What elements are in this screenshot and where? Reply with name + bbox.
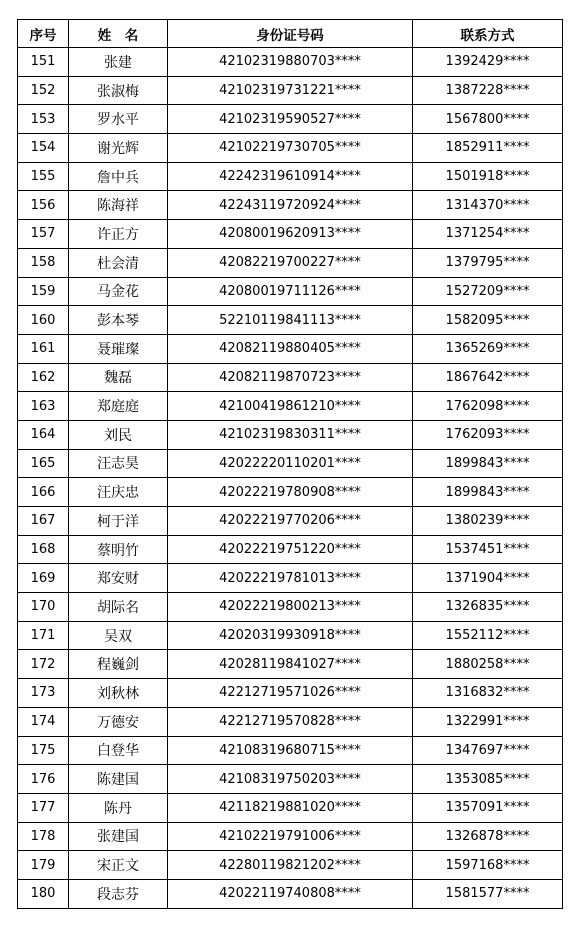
cell-index: 174: [18, 707, 69, 736]
table-row: [18, 162, 563, 191]
cell-index: 159: [18, 277, 69, 306]
table-row: [18, 593, 563, 622]
cell-id-number: 42102319731221****: [168, 76, 413, 105]
cell-contact: 1552112****: [413, 621, 563, 650]
cell-id-number: 52210119841113****: [168, 306, 413, 335]
cell-id-number: 42243119720924****: [168, 191, 413, 220]
cell-name: 魏磊: [69, 363, 168, 392]
cell-id-number: 42022219751220****: [168, 535, 413, 564]
cell-contact: 1326878****: [413, 822, 563, 851]
cell-index: 161: [18, 334, 69, 363]
cell-id-number: 42022219770206****: [168, 507, 413, 536]
cell-contact: 1380239****: [413, 507, 563, 536]
table-row: [18, 535, 563, 564]
cell-name: 郑安财: [69, 564, 168, 593]
cell-contact: 1762098****: [413, 392, 563, 421]
table-row: [18, 420, 563, 449]
cell-name: 张淑梅: [69, 76, 168, 105]
cell-index: 169: [18, 564, 69, 593]
cell-id-number: 42082119880405****: [168, 334, 413, 363]
cell-index: 176: [18, 765, 69, 794]
cell-contact: 1322991****: [413, 707, 563, 736]
cell-id-number: 42022220110201****: [168, 449, 413, 478]
cell-index: 179: [18, 851, 69, 880]
cell-contact: 1371904****: [413, 564, 563, 593]
cell-name: 彭本琴: [69, 306, 168, 335]
cell-index: 177: [18, 793, 69, 822]
cell-name: 段志芬: [69, 879, 168, 908]
table-row: [18, 507, 563, 536]
cell-contact: 1316832****: [413, 679, 563, 708]
cell-name: 陈海祥: [69, 191, 168, 220]
cell-index: 171: [18, 621, 69, 650]
cell-contact: 1365269****: [413, 334, 563, 363]
table-row: [18, 621, 563, 650]
cell-name: 张建: [69, 48, 168, 77]
cell-index: 168: [18, 535, 69, 564]
cell-id-number: 42022119740808****: [168, 879, 413, 908]
cell-contact: 1387228****: [413, 76, 563, 105]
header-row: [18, 20, 563, 48]
cell-name: 聂璀璨: [69, 334, 168, 363]
cell-index: 172: [18, 650, 69, 679]
cell-id-number: 42082119870723****: [168, 363, 413, 392]
cell-name: 柯于洋: [69, 507, 168, 536]
cell-index: 157: [18, 220, 69, 249]
table-row: [18, 220, 563, 249]
cell-contact: 1501918****: [413, 162, 563, 191]
table-row: [18, 248, 563, 277]
table-row: [18, 48, 563, 77]
cell-index: 166: [18, 478, 69, 507]
cell-id-number: 42118219881020****: [168, 793, 413, 822]
cell-index: 170: [18, 593, 69, 622]
cell-contact: 1899843****: [413, 449, 563, 478]
table-row: [18, 765, 563, 794]
cell-contact: 1762093****: [413, 420, 563, 449]
cell-id-number: 42102319830311****: [168, 420, 413, 449]
cell-index: 151: [18, 48, 69, 77]
cell-contact: 1567800****: [413, 105, 563, 134]
table-row: [18, 306, 563, 335]
table-row: [18, 650, 563, 679]
cell-name: 汪志昊: [69, 449, 168, 478]
cell-id-number: 42108319680715****: [168, 736, 413, 765]
cell-index: 164: [18, 420, 69, 449]
cell-id-number: 42280119821202****: [168, 851, 413, 880]
cell-id-number: 42102219730705****: [168, 134, 413, 163]
cell-name: 刘秋林: [69, 679, 168, 708]
cell-name: 汪庆忠: [69, 478, 168, 507]
cell-id-number: 42100419861210****: [168, 392, 413, 421]
cell-name: 张建国: [69, 822, 168, 851]
table-row: [18, 449, 563, 478]
table-row: [18, 822, 563, 851]
cell-contact: 1597168****: [413, 851, 563, 880]
header-id-number: 身份证号码: [168, 20, 413, 48]
cell-contact: 1527209****: [413, 277, 563, 306]
cell-contact: 1353085****: [413, 765, 563, 794]
table-header: [18, 20, 563, 48]
cell-contact: 1357091****: [413, 793, 563, 822]
cell-name: 谢光辉: [69, 134, 168, 163]
header-contact: 联系方式: [413, 20, 563, 48]
table-row: [18, 392, 563, 421]
cell-contact: 1852911****: [413, 134, 563, 163]
table-row: [18, 363, 563, 392]
table-row: [18, 564, 563, 593]
header-name: 姓 名: [69, 20, 168, 48]
cell-name: 马金花: [69, 277, 168, 306]
cell-id-number: 42212719570828****: [168, 707, 413, 736]
cell-index: 173: [18, 679, 69, 708]
cell-id-number: 42022219781013****: [168, 564, 413, 593]
cell-index: 156: [18, 191, 69, 220]
table-row: [18, 76, 563, 105]
cell-id-number: 42020319930918****: [168, 621, 413, 650]
cell-index: 153: [18, 105, 69, 134]
table-row: [18, 736, 563, 765]
cell-id-number: 42102319880703****: [168, 48, 413, 77]
cell-id-number: 42022219800213****: [168, 593, 413, 622]
cell-id-number: 42242319610914****: [168, 162, 413, 191]
table-row: [18, 879, 563, 908]
cell-contact: 1537451****: [413, 535, 563, 564]
cell-contact: 1582095****: [413, 306, 563, 335]
table-row: [18, 134, 563, 163]
cell-contact: 1867642****: [413, 363, 563, 392]
cell-contact: 1379795****: [413, 248, 563, 277]
cell-name: 陈建国: [69, 765, 168, 794]
cell-name: 宋正文: [69, 851, 168, 880]
table-row: [18, 277, 563, 306]
cell-name: 詹中兵: [69, 162, 168, 191]
cell-name: 白登华: [69, 736, 168, 765]
cell-id-number: 42108319750203****: [168, 765, 413, 794]
table-row: [18, 191, 563, 220]
cell-name: 许正方: [69, 220, 168, 249]
cell-index: 167: [18, 507, 69, 536]
cell-id-number: 42102219791006****: [168, 822, 413, 851]
cell-name: 吴双: [69, 621, 168, 650]
cell-contact: 1326835****: [413, 593, 563, 622]
table-row: [18, 478, 563, 507]
table-row: [18, 679, 563, 708]
cell-index: 162: [18, 363, 69, 392]
table-row: [18, 105, 563, 134]
cell-id-number: 42080019711126****: [168, 277, 413, 306]
header-index: 序号: [18, 20, 69, 48]
table-row: [18, 793, 563, 822]
cell-index: 165: [18, 449, 69, 478]
cell-index: 163: [18, 392, 69, 421]
cell-name: 郑庭庭: [69, 392, 168, 421]
cell-id-number: 42028119841027****: [168, 650, 413, 679]
cell-index: 180: [18, 879, 69, 908]
cell-id-number: 42080019620913****: [168, 220, 413, 249]
cell-name: 刘民: [69, 420, 168, 449]
cell-index: 155: [18, 162, 69, 191]
roster-table: [17, 19, 563, 909]
cell-contact: 1880258****: [413, 650, 563, 679]
cell-name: 杜会清: [69, 248, 168, 277]
cell-index: 160: [18, 306, 69, 335]
cell-id-number: 42212719571026****: [168, 679, 413, 708]
cell-index: 154: [18, 134, 69, 163]
cell-name: 蔡明竹: [69, 535, 168, 564]
table-row: [18, 334, 563, 363]
cell-contact: 1899843****: [413, 478, 563, 507]
cell-id-number: 42022219780908****: [168, 478, 413, 507]
cell-contact: 1314370****: [413, 191, 563, 220]
table-row: [18, 851, 563, 880]
cell-name: 罗水平: [69, 105, 168, 134]
cell-contact: 1392429****: [413, 48, 563, 77]
cell-name: 胡际名: [69, 593, 168, 622]
cell-name: 程巍剑: [69, 650, 168, 679]
cell-name: 万德安: [69, 707, 168, 736]
cell-contact: 1347697****: [413, 736, 563, 765]
table-body: [18, 48, 563, 909]
cell-id-number: 42082219700227****: [168, 248, 413, 277]
cell-index: 158: [18, 248, 69, 277]
cell-index: 175: [18, 736, 69, 765]
cell-contact: 1581577****: [413, 879, 563, 908]
cell-index: 178: [18, 822, 69, 851]
cell-contact: 1371254****: [413, 220, 563, 249]
cell-index: 152: [18, 76, 69, 105]
cell-name: 陈丹: [69, 793, 168, 822]
table-row: [18, 707, 563, 736]
cell-id-number: 42102319590527****: [168, 105, 413, 134]
